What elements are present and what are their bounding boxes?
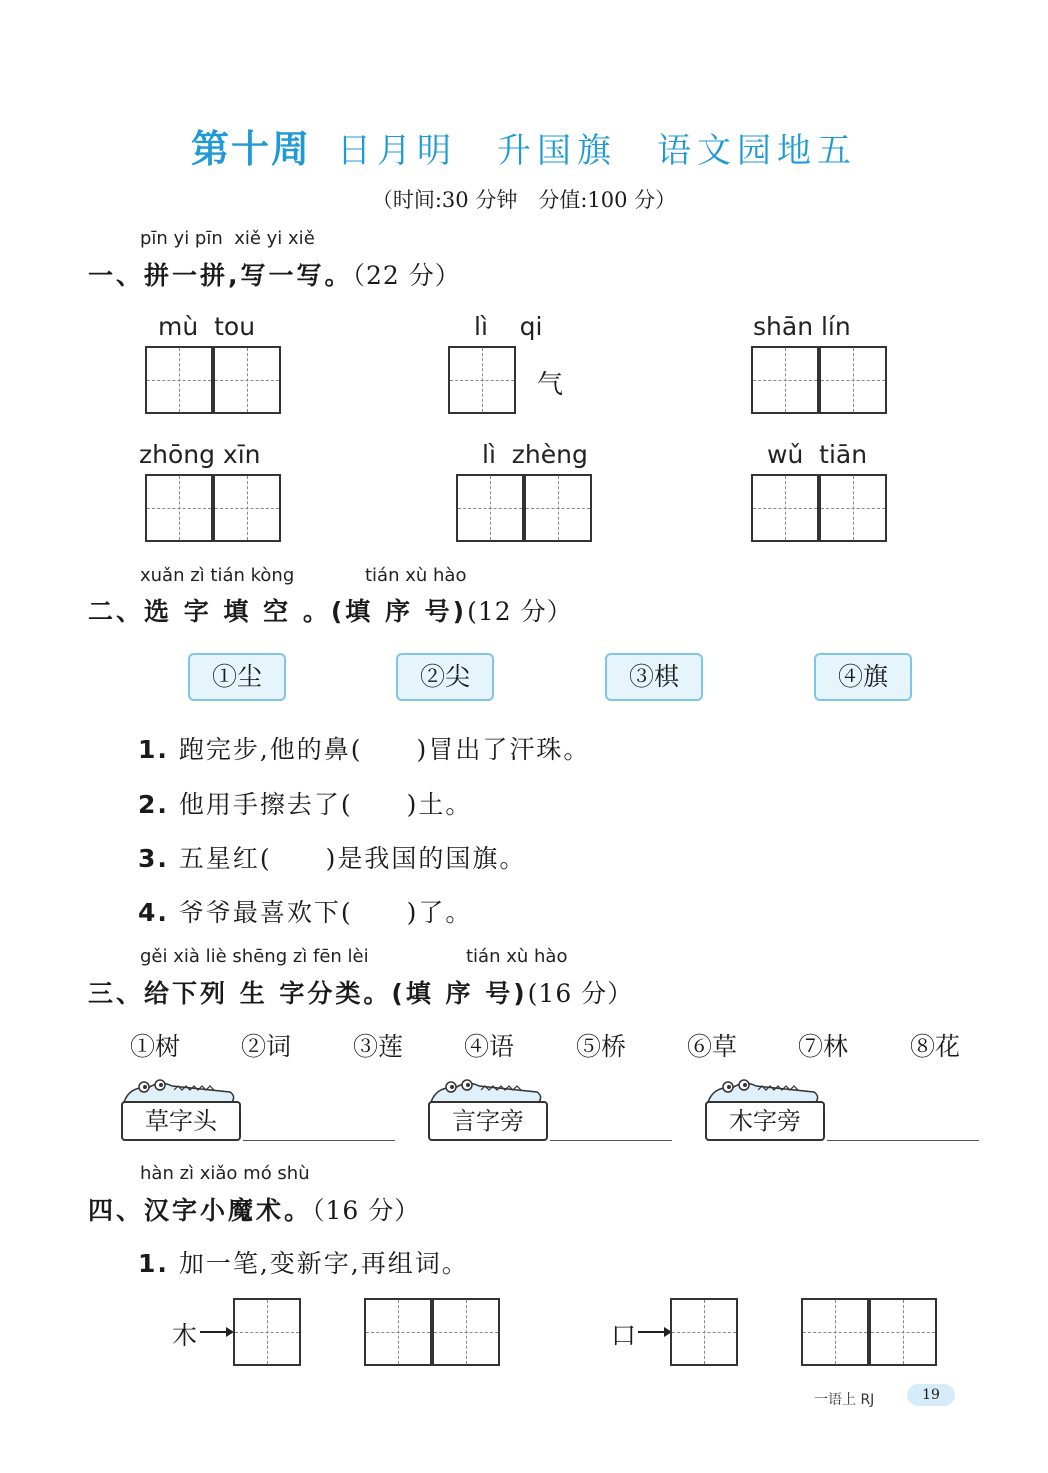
pinyin-shanlin: shān lín [753,312,851,341]
section4-pinyin: hàn zì xiǎo mó shù [140,1163,310,1184]
sentence-number: 1. [138,735,169,764]
writing-grid[interactable] [448,346,516,414]
section2-points: (12 分） [467,597,573,626]
choice-option: ①尘 [188,653,286,701]
arrow-right-icon [638,1324,672,1340]
section4-points: （16 分） [312,1196,421,1225]
section3-heading [88,974,633,1010]
answer-line[interactable] [827,1140,979,1141]
char-option: ⑥草 [687,1032,738,1061]
section2-title: 二、选 字 填 空 。(填 序 号) [88,597,468,626]
sentence-text: 五星红( )是我国的国旗。 [178,844,527,873]
section2-pinyin-1: xuǎn zì tián kòng [140,565,295,586]
writing-grid[interactable] [213,346,281,414]
category-label-speech: 言字旁 [428,1101,548,1141]
writing-grid[interactable] [233,1298,301,1366]
category-label-wood: 木字旁 [705,1101,825,1141]
choice-option: ④旗 [814,653,912,701]
writing-grid[interactable] [145,346,213,414]
sentence-2 [138,785,472,821]
section3-title: 三、给下列 生 字分类。(填 序 号) [88,979,528,1008]
section4-instruction [138,1244,469,1280]
writing-grid[interactable] [670,1298,738,1366]
char-option: ③莲 [353,1032,404,1061]
writing-grid[interactable] [456,474,524,542]
page-title [0,118,1048,173]
char-option: ⑦林 [798,1032,849,1061]
writing-grid[interactable] [801,1298,869,1366]
section3-points: (16 分） [527,979,634,1008]
sentence-1 [138,730,590,766]
section4-title: 四、汉字小魔术。 [88,1196,313,1225]
char-option: ①树 [130,1032,181,1061]
writing-grid[interactable] [364,1298,432,1366]
section1-pinyin: pīn yi pīn xiě yi xiě [140,228,315,249]
category-label-grass: 草字头 [121,1101,241,1141]
week-label: 第十周 [190,127,311,171]
page-number: 19 [907,1384,955,1406]
char-option: ②词 [241,1032,292,1061]
given-char-qi: 气 [537,370,564,400]
section4-heading [88,1191,420,1227]
sentence-text: 跑完步,他的鼻( )冒出了汗珠。 [178,735,591,764]
choice-option: ②尖 [396,653,494,701]
char-option: ⑧花 [910,1032,961,1061]
writing-grid[interactable] [213,474,281,542]
section2-heading [88,592,573,628]
book-label: 一语上 RJ [814,1392,875,1408]
base-char-kou: 口 [611,1321,637,1350]
writing-grid[interactable] [819,474,887,542]
section1-heading [88,256,461,292]
sub-question-number: 1. [138,1249,169,1278]
writing-grid[interactable] [145,474,213,542]
exam-info: （时间:30 分钟 分值:100 分） [371,188,677,212]
sentence-number: 2. [138,790,169,819]
writing-grid[interactable] [524,474,592,542]
writing-grid[interactable] [819,346,887,414]
sentence-text: 他用手擦去了( )土。 [178,790,473,819]
section3-pinyin-2: tián xù hào [466,946,568,967]
pinyin-mutou: mù tou [158,312,256,341]
sentence-number: 3. [138,844,169,873]
sentence-number: 4. [138,898,169,927]
pinyin-liqi: lì qi [474,312,543,341]
section3-pinyin-1: gěi xià liè shēng zì fēn lèi [140,946,369,967]
base-char-mu: 木 [172,1321,198,1350]
section1-title: 一、拼一拼,写一写。 [88,261,353,290]
pinyin-wutian: wǔ tiān [767,440,868,469]
arrow-right-icon [200,1324,234,1340]
writing-grid[interactable] [751,474,819,542]
section2-pinyin-2: tián xù hào [365,565,467,586]
answer-line[interactable] [550,1140,672,1141]
answer-line[interactable] [243,1140,395,1141]
char-option: ④语 [464,1032,515,1061]
sentence-4 [138,893,472,929]
lesson-names: 日月明 升国旗 语文园地五 [337,131,857,171]
sentence-3 [138,839,526,875]
section1-points: （22 分） [352,261,461,290]
choice-option: ③棋 [605,653,703,701]
pinyin-lizheng: lì zhèng [482,440,588,469]
sub-question-text: 加一笔,变新字,再组词。 [178,1249,469,1278]
writing-grid[interactable] [751,346,819,414]
writing-grid[interactable] [432,1298,500,1366]
sentence-text: 爷爷最喜欢下( )了。 [178,898,473,927]
writing-grid[interactable] [869,1298,937,1366]
char-option: ⑤桥 [576,1032,627,1061]
pinyin-zhongxin: zhōng xīn [139,440,261,469]
